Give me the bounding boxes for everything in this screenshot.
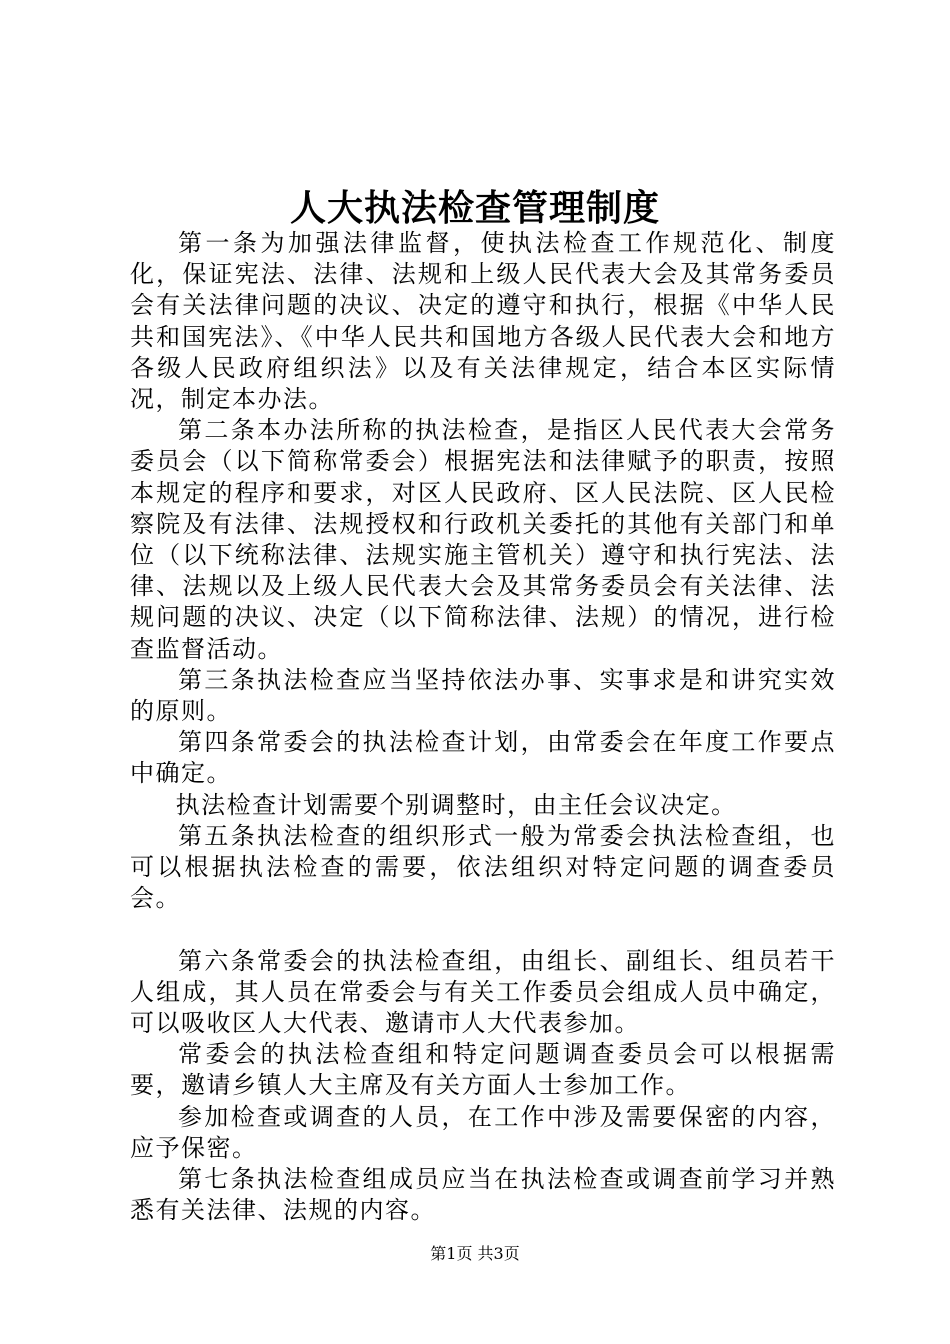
document-title: 人大执法检查管理制度 [289, 187, 660, 229]
page-footer: 第1页 共3页 [430, 1244, 520, 1263]
paragraph-article-4: 第四条常委会的执法检查计划，由常委会在年度工作要点中确定。 [130, 728, 836, 788]
paragraph-article-5: 第五条执法检查的组织形式一般为常委会执法检查组，也可以根据执法检查的需要，依法组织对特定问题的调查委员会。 [130, 821, 836, 913]
paragraph-article-7: 第七条执法检查组成员应当在执法检查或调查前学习并熟悉有关法律、法规的内容。 [130, 1165, 836, 1225]
paragraph-plan-adjustment: 执法检查计划需要个别调整时，由主任会议决定。 [175, 790, 737, 819]
paragraph-article-3: 第三条执法检查应当坚持依法办事、实事求是和讲究实效的原则。 [130, 665, 836, 726]
paragraph-confidentiality: 参加检查或调查的人员，在工作中涉及需要保密的内容，应予保密。 [130, 1102, 836, 1162]
paragraph-article-6: 第六条常委会的执法检查组，由组长、副组长、组员若干人组成，其人员在常委会与有关工作委员会组成人员中确定，可以吸收区人大代表、邀请市人大代表参加。 [130, 946, 836, 1038]
document-body [130, 228, 836, 1226]
paragraph-article-2: 第二条本办法所称的执法检查，是指区人民代表大会常务委员会（以下简称常委会）根据宪法和法律赋予的职责，按照本规定的程序和要求，对区人民政府、区人民法院、区人民检察院及有法律、法规授权和行政机关委托的其他有关部门和单位（以下统称法律、法规实施主管机关）遵守和执行宪法、法律、法规以及上级人民代表大会及其常务委员会有关法律、法规问题的决议、决定（以下简称法律、法规）的情况，进行检查监督活动。 [130, 416, 836, 663]
paragraph-article-1: 第一条为加强法律监督，使执法检查工作规范化、制度化，保证宪法、法律、法规和上级人民代表大会及其常务委员会有关法律问题的决议、决定的遵守和执行，根据《中华人民共和国宪法》、《中华人民共和国地方各级人民代表大会和地方各级人民政府组织法》以及有关法律规定，结合本区实际情况，制定本办法。 [130, 229, 836, 414]
paragraph-invite-participants: 常委会的执法检查组和特定问题调查委员会可以根据需要，邀请乡镇人大主席及有关方面人士参加工作。 [130, 1040, 836, 1100]
